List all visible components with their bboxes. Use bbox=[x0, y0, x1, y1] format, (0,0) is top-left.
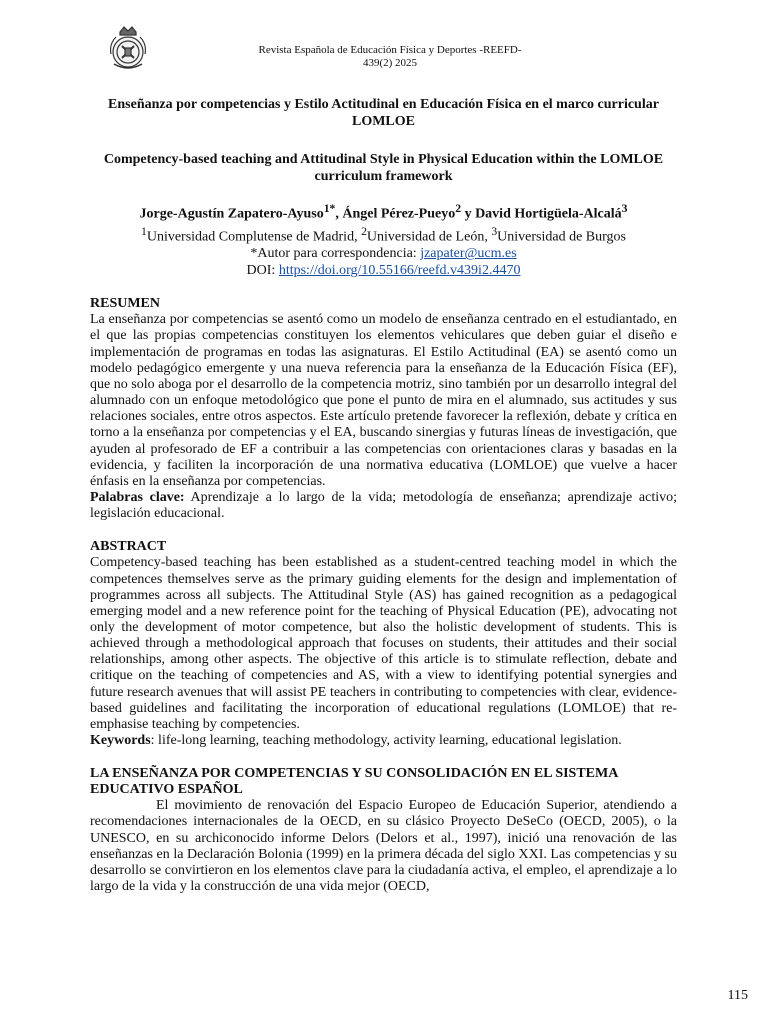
resumen-heading: RESUMEN bbox=[90, 296, 161, 312]
article-body bbox=[90, 96, 677, 895]
university-crest-icon bbox=[106, 24, 150, 72]
affiliation-1: Universidad Complutense de Madrid, bbox=[146, 229, 362, 245]
author-2: Ángel Pérez-Pueyo bbox=[342, 206, 456, 222]
page-number: 115 bbox=[727, 988, 748, 1003]
author-block bbox=[90, 200, 677, 279]
author-3: David Hortigüela-Alcalá bbox=[475, 206, 622, 222]
author-separator: , bbox=[335, 206, 343, 222]
affiliations bbox=[90, 223, 677, 246]
keywords-text: : life-long learning, teaching methodology, activity learning, educational legislation. bbox=[150, 733, 622, 749]
author-separator: y bbox=[461, 206, 476, 222]
affiliation-2: Universidad de León, bbox=[366, 229, 492, 245]
corresponding-email-link[interactable]: jzapater@ucm.es bbox=[420, 246, 517, 262]
corresponding-label: *Autor para correspondencia: bbox=[250, 246, 421, 262]
palabras-clave-text: Aprendizaje a lo largo de la vida; metodología de enseñanza; aprendizaje activo; legislación educacional. bbox=[90, 490, 677, 522]
doi-link[interactable]: https://doi.org/10.55166/reefd.v439i2.4470 bbox=[278, 263, 521, 279]
abstract-heading: ABSTRACT bbox=[90, 539, 167, 555]
abstract-text: Competency-based teaching has been established as a student-centred teaching model in which the competences themselves serve as the primary guiding elements for the design and implementation of programmes across all subjects. The Attitudinal Style (AS) has gained recognition as a pedagogical emerging model and a new reference point for the teaching of Physical Education (PE), advocating not only the development of motor competence, but also the holistic development of students. This is achieved through a methodological approach that focuses on students, their attitudes and their social relationships, among other aspects. The objective of this article is to stimulate reflection, debate and critique on the teaching of competencies and AS, with a view to identifying potential synergies and future research avenues that will assist PE teachers in contributing to competencies with clear, evidence-based guidelines and facilitating the incorporation of educational regulations (LOMLOE) that re-emphasise teaching by competencies. bbox=[90, 555, 677, 732]
affiliation-3: Universidad de Burgos bbox=[497, 229, 626, 245]
author-names bbox=[90, 200, 677, 223]
resumen-text: La enseñanza por competencias se asentó como un modelo de enseñanza centrado en el estudiantado, en el que las propias competencias constituyen los elementos vehiculares que deben guiar el diseño e implementación de programas en todas las asignaturas. El Estilo Actitudinal (EA) se asentó como un modelo pedagógico emergente y una nueva referencia para la enseñanza de la Educación Física (EF), que no solo aboga por el desarrollo de la competencia motriz, sino también por un desarrollo integral del alumnado con un enfoque metodológico que pone el punto de mira en el alumnado, sus actitudes y sus relaciones sociales, entre otros aspectos. Este artículo pretende favorecer la reflexión, debate y crítica en torno a la enseñanza por competencias y el EA, buscando sinergias y futuras líneas de investigación, que ayuden al profesorado de EF a contribuir a las competencias con orientaciones claras y basadas en la evidencia, y faciliten la incorporación de una normativa educativa (LOMLOE) que vuelve a hacer énfasis en la enseñanza por competencias. bbox=[90, 312, 677, 489]
palabras-clave-label: Palabras clave: bbox=[90, 490, 185, 506]
affiliation-marker: 1 bbox=[141, 224, 147, 238]
affiliation-marker: 2 bbox=[361, 224, 367, 238]
journal-issue: 439(2) 2025 bbox=[362, 57, 418, 69]
author-2-affiliation: 2 bbox=[455, 202, 462, 215]
title-spanish: Enseñanza por competencias y Estilo Actitudinal en Educación Física en el marco curricular LOMLOE bbox=[108, 97, 659, 129]
palabras-clave bbox=[90, 490, 677, 522]
journal-header bbox=[200, 44, 580, 70]
section-heading: LA ENSEÑANZA POR COMPETENCIAS Y SU CONSOLIDACIÓN EN EL SISTEMA EDUCATIVO ESPAÑOL bbox=[90, 766, 618, 798]
author-1: Jorge-Agustín Zapatero-Ayuso bbox=[139, 206, 324, 222]
author-1-affiliation: 1* bbox=[323, 202, 336, 215]
keywords-label: Keywords bbox=[90, 733, 151, 749]
keywords bbox=[90, 733, 677, 749]
affiliation-marker: 3 bbox=[491, 224, 498, 238]
section-paragraph: El movimiento de renovación del Espacio Europeo de Educación Superior, atendiendo a recomendaciones internacionales de la OECD, en su clásico Proyecto DeSeCo (OECD, 2005), o la UNESCO, en su archiconocido informe Delors (Delors et al., 1997), inició una renovación de las enseñanzas en la Declaración Bolonia (1999) en la primera década del siglo XXI. Las competencias y su desarrollo se convirtieron en los elementos clave para la ciudadanía activa, el empleo, el aprendizaje a lo largo de la vida y la construcción de una vida mejor (OECD, bbox=[90, 798, 677, 894]
doi-line bbox=[90, 262, 677, 279]
doi-label: DOI: bbox=[246, 263, 279, 279]
title-english: Competency-based teaching and Attitudinal Style in Physical Education within the LOMLOE curriculum framework bbox=[103, 152, 664, 184]
author-3-affiliation: 3 bbox=[621, 202, 628, 215]
corresponding-author bbox=[90, 245, 677, 262]
journal-name: Revista Española de Educación Física y Deportes -REEFD- bbox=[258, 44, 522, 56]
